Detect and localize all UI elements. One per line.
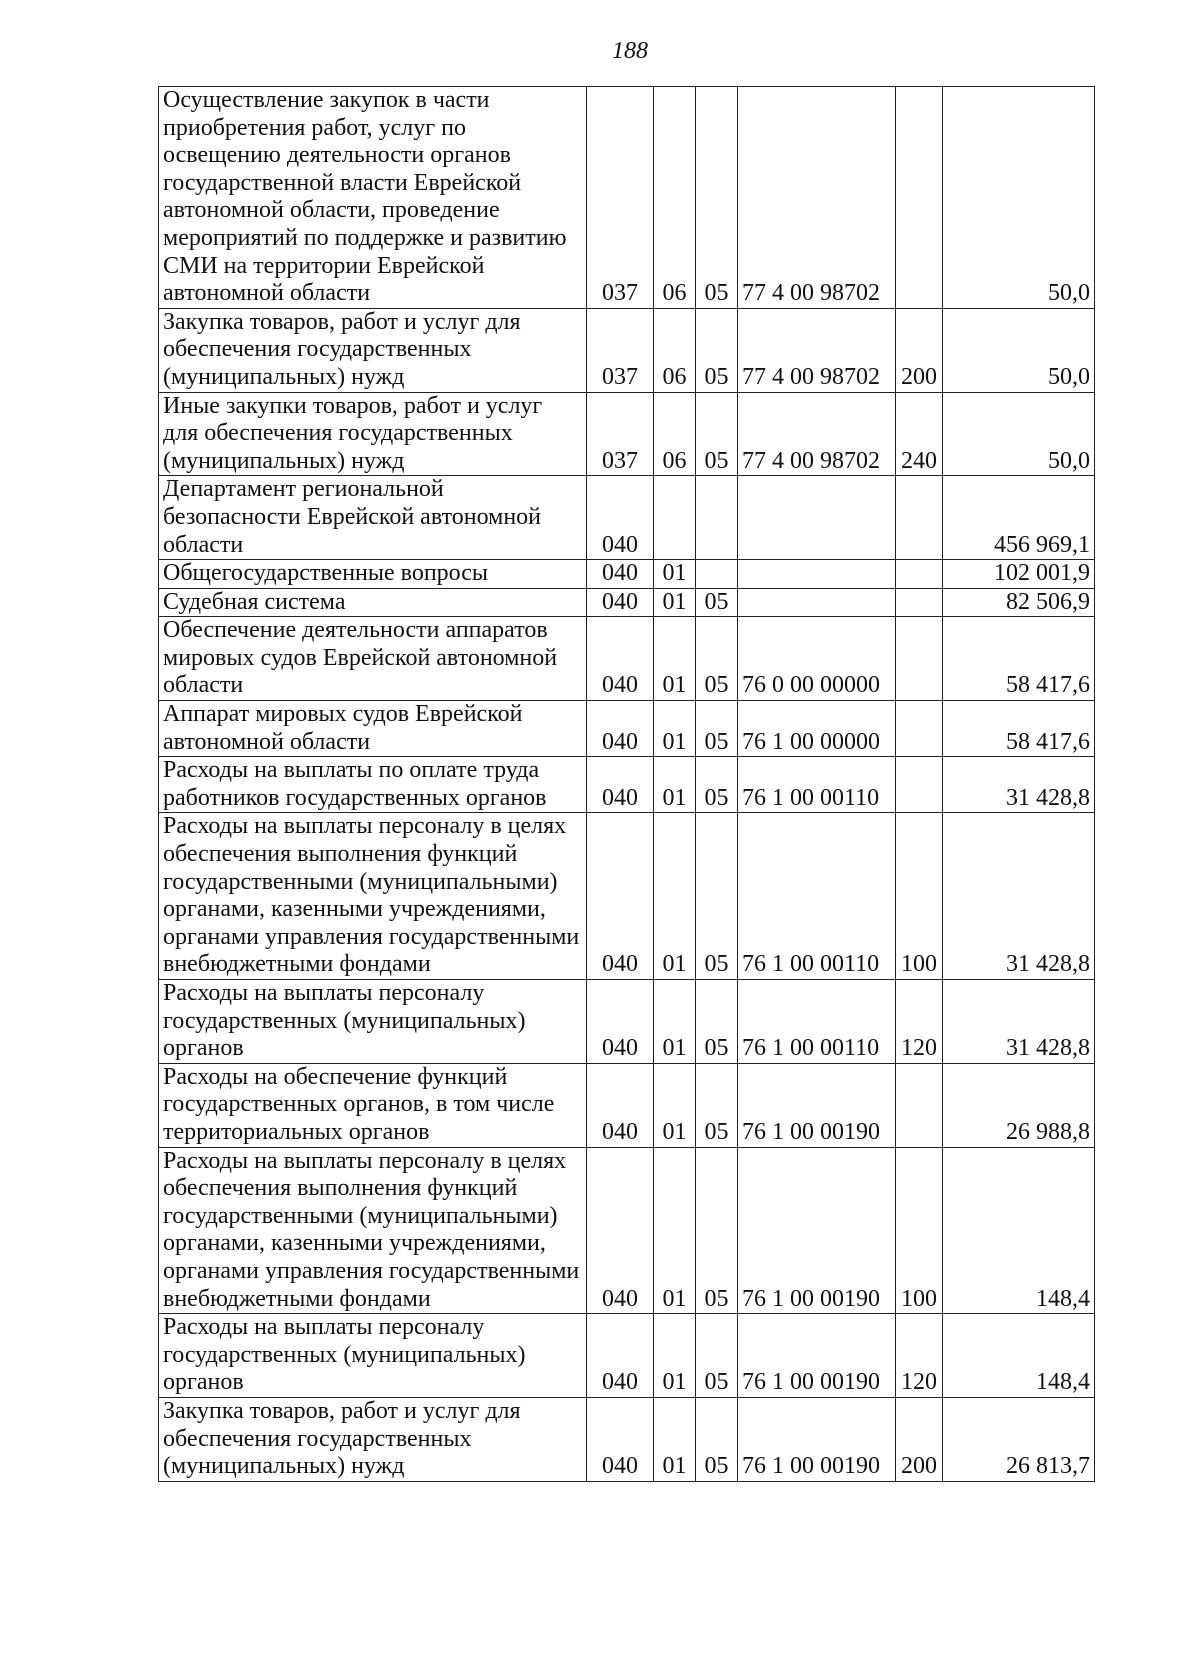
row-vr-cell bbox=[896, 617, 943, 701]
row-sum-cell: 50,0 bbox=[943, 87, 1095, 309]
table-row bbox=[159, 560, 1095, 589]
row-sum-cell: 148,4 bbox=[943, 1147, 1095, 1314]
row-cs-cell: 77 4 00 98702 bbox=[738, 392, 896, 476]
row-name-cell: Расходы на выплаты персоналу государственных (муниципальных) органов bbox=[159, 1314, 587, 1398]
row-cs-cell: 76 1 00 00190 bbox=[738, 1063, 896, 1147]
row-name-cell: Судебная система bbox=[159, 588, 587, 617]
row-sum-cell: 50,0 bbox=[943, 308, 1095, 392]
row-name-cell: Общегосударственные вопросы bbox=[159, 560, 587, 589]
row-sum-cell: 31 428,8 bbox=[943, 757, 1095, 813]
row-vr-cell: 100 bbox=[896, 1147, 943, 1314]
row-sum-cell: 26 813,7 bbox=[943, 1397, 1095, 1481]
row-vr-cell: 240 bbox=[896, 392, 943, 476]
row-pr-cell: 05 bbox=[696, 1063, 738, 1147]
row-pr-cell: 05 bbox=[696, 1314, 738, 1398]
row-cs-cell: 77 4 00 98702 bbox=[738, 87, 896, 309]
table-row bbox=[159, 1314, 1095, 1398]
row-vr-cell: 100 bbox=[896, 813, 943, 980]
row-sum-cell: 50,0 bbox=[943, 392, 1095, 476]
row-vr-cell bbox=[896, 588, 943, 617]
row-rz-cell: 01 bbox=[654, 1314, 696, 1398]
row-pr-cell bbox=[696, 476, 738, 560]
row-pr-cell: 05 bbox=[696, 1147, 738, 1314]
row-rz-cell: 01 bbox=[654, 1147, 696, 1314]
row-rz-cell: 01 bbox=[654, 757, 696, 813]
row-gr-cell: 040 bbox=[587, 1397, 654, 1481]
row-gr-cell: 040 bbox=[587, 1314, 654, 1398]
row-cs-cell: 76 1 00 00000 bbox=[738, 701, 896, 757]
row-sum-cell: 31 428,8 bbox=[943, 813, 1095, 980]
row-sum-cell: 102 001,9 bbox=[943, 560, 1095, 589]
row-name-cell: Обеспечение деятельности аппаратов мировых судов Еврейской автономной области bbox=[159, 617, 587, 701]
table-row bbox=[159, 1063, 1095, 1147]
row-gr-cell: 040 bbox=[587, 560, 654, 589]
row-gr-cell: 040 bbox=[587, 588, 654, 617]
row-gr-cell: 040 bbox=[587, 980, 654, 1064]
row-cs-cell bbox=[738, 476, 896, 560]
row-gr-cell: 040 bbox=[587, 1063, 654, 1147]
row-sum-cell: 82 506,9 bbox=[943, 588, 1095, 617]
page-number: 188 bbox=[612, 38, 648, 64]
table-row bbox=[159, 1147, 1095, 1314]
row-pr-cell: 05 bbox=[696, 617, 738, 701]
row-vr-cell: 120 bbox=[896, 980, 943, 1064]
row-gr-cell: 037 bbox=[587, 308, 654, 392]
row-name-cell: Расходы на выплаты персоналу государственных (муниципальных) органов bbox=[159, 980, 587, 1064]
table-row bbox=[159, 476, 1095, 560]
row-pr-cell: 05 bbox=[696, 392, 738, 476]
row-vr-cell bbox=[896, 1063, 943, 1147]
row-sum-cell: 148,4 bbox=[943, 1314, 1095, 1398]
row-pr-cell: 05 bbox=[696, 980, 738, 1064]
row-pr-cell: 05 bbox=[696, 588, 738, 617]
row-sum-cell: 58 417,6 bbox=[943, 701, 1095, 757]
budget-table bbox=[158, 86, 1095, 1482]
row-sum-cell: 26 988,8 bbox=[943, 1063, 1095, 1147]
budget-table-body bbox=[159, 87, 1095, 1482]
row-name-cell: Аппарат мировых судов Еврейской автономной области bbox=[159, 701, 587, 757]
table-row bbox=[159, 701, 1095, 757]
row-cs-cell bbox=[738, 560, 896, 589]
row-name-cell: Закупка товаров, работ и услуг для обеспечения государственных (муниципальных) нужд bbox=[159, 1397, 587, 1481]
row-vr-cell bbox=[896, 87, 943, 309]
row-rz-cell: 01 bbox=[654, 980, 696, 1064]
row-gr-cell: 040 bbox=[587, 617, 654, 701]
row-sum-cell: 456 969,1 bbox=[943, 476, 1095, 560]
row-sum-cell: 58 417,6 bbox=[943, 617, 1095, 701]
row-name-cell: Осуществление закупок в части приобретения работ, услуг по освещению деятельности органов государственной власти Еврейской автономной области, проведение мероприятий по поддержке и развитию СМИ на территории Еврейской автономной области bbox=[159, 87, 587, 309]
row-rz-cell: 01 bbox=[654, 1397, 696, 1481]
row-rz-cell: 06 bbox=[654, 392, 696, 476]
table-row bbox=[159, 757, 1095, 813]
row-pr-cell: 05 bbox=[696, 813, 738, 980]
table-row bbox=[159, 392, 1095, 476]
row-vr-cell bbox=[896, 701, 943, 757]
row-cs-cell: 76 1 00 00110 bbox=[738, 757, 896, 813]
row-cs-cell: 76 1 00 00110 bbox=[738, 980, 896, 1064]
row-cs-cell bbox=[738, 588, 896, 617]
row-name-cell: Расходы на обеспечение функций государственных органов, в том числе территориальных органов bbox=[159, 1063, 587, 1147]
row-cs-cell: 76 1 00 00190 bbox=[738, 1314, 896, 1398]
row-name-cell: Расходы на выплаты по оплате труда работников государственных органов bbox=[159, 757, 587, 813]
row-rz-cell: 01 bbox=[654, 560, 696, 589]
row-rz-cell: 01 bbox=[654, 617, 696, 701]
row-sum-cell: 31 428,8 bbox=[943, 980, 1095, 1064]
row-gr-cell: 040 bbox=[587, 757, 654, 813]
table-row bbox=[159, 308, 1095, 392]
row-name-cell: Расходы на выплаты персоналу в целях обеспечения выполнения функций государственными (муниципальными) органами, казенными учреждениями, органами управления государственными внебюджетными фондами bbox=[159, 813, 587, 980]
row-pr-cell bbox=[696, 560, 738, 589]
table-row bbox=[159, 588, 1095, 617]
row-cs-cell: 76 1 00 00190 bbox=[738, 1397, 896, 1481]
row-rz-cell: 06 bbox=[654, 308, 696, 392]
row-rz-cell: 01 bbox=[654, 813, 696, 980]
table-row bbox=[159, 617, 1095, 701]
row-name-cell: Расходы на выплаты персоналу в целях обеспечения выполнения функций государственными (муниципальными) органами, казенными учреждениями, органами управления государственными внебюджетными фондами bbox=[159, 1147, 587, 1314]
row-vr-cell bbox=[896, 560, 943, 589]
row-gr-cell: 040 bbox=[587, 813, 654, 980]
row-pr-cell: 05 bbox=[696, 757, 738, 813]
row-pr-cell: 05 bbox=[696, 87, 738, 309]
row-pr-cell: 05 bbox=[696, 1397, 738, 1481]
row-pr-cell: 05 bbox=[696, 701, 738, 757]
row-rz-cell bbox=[654, 476, 696, 560]
row-vr-cell: 120 bbox=[896, 1314, 943, 1398]
row-name-cell: Департамент региональной безопасности Еврейской автономной области bbox=[159, 476, 587, 560]
table-row bbox=[159, 1397, 1095, 1481]
row-name-cell: Иные закупки товаров, работ и услуг для обеспечения государственных (муниципальных) нужд bbox=[159, 392, 587, 476]
row-rz-cell: 01 bbox=[654, 701, 696, 757]
table-row bbox=[159, 87, 1095, 309]
row-vr-cell bbox=[896, 476, 943, 560]
table-row bbox=[159, 813, 1095, 980]
row-rz-cell: 01 bbox=[654, 1063, 696, 1147]
row-rz-cell: 06 bbox=[654, 87, 696, 309]
row-rz-cell: 01 bbox=[654, 588, 696, 617]
row-gr-cell: 040 bbox=[587, 476, 654, 560]
row-gr-cell: 040 bbox=[587, 1147, 654, 1314]
row-vr-cell: 200 bbox=[896, 308, 943, 392]
row-vr-cell: 200 bbox=[896, 1397, 943, 1481]
row-gr-cell: 037 bbox=[587, 392, 654, 476]
row-cs-cell: 77 4 00 98702 bbox=[738, 308, 896, 392]
row-pr-cell: 05 bbox=[696, 308, 738, 392]
row-cs-cell: 76 1 00 00190 bbox=[738, 1147, 896, 1314]
row-gr-cell: 037 bbox=[587, 87, 654, 309]
row-gr-cell: 040 bbox=[587, 701, 654, 757]
table-row bbox=[159, 980, 1095, 1064]
row-cs-cell: 76 1 00 00110 bbox=[738, 813, 896, 980]
row-cs-cell: 76 0 00 00000 bbox=[738, 617, 896, 701]
row-vr-cell bbox=[896, 757, 943, 813]
row-name-cell: Закупка товаров, работ и услуг для обеспечения государственных (муниципальных) нужд bbox=[159, 308, 587, 392]
